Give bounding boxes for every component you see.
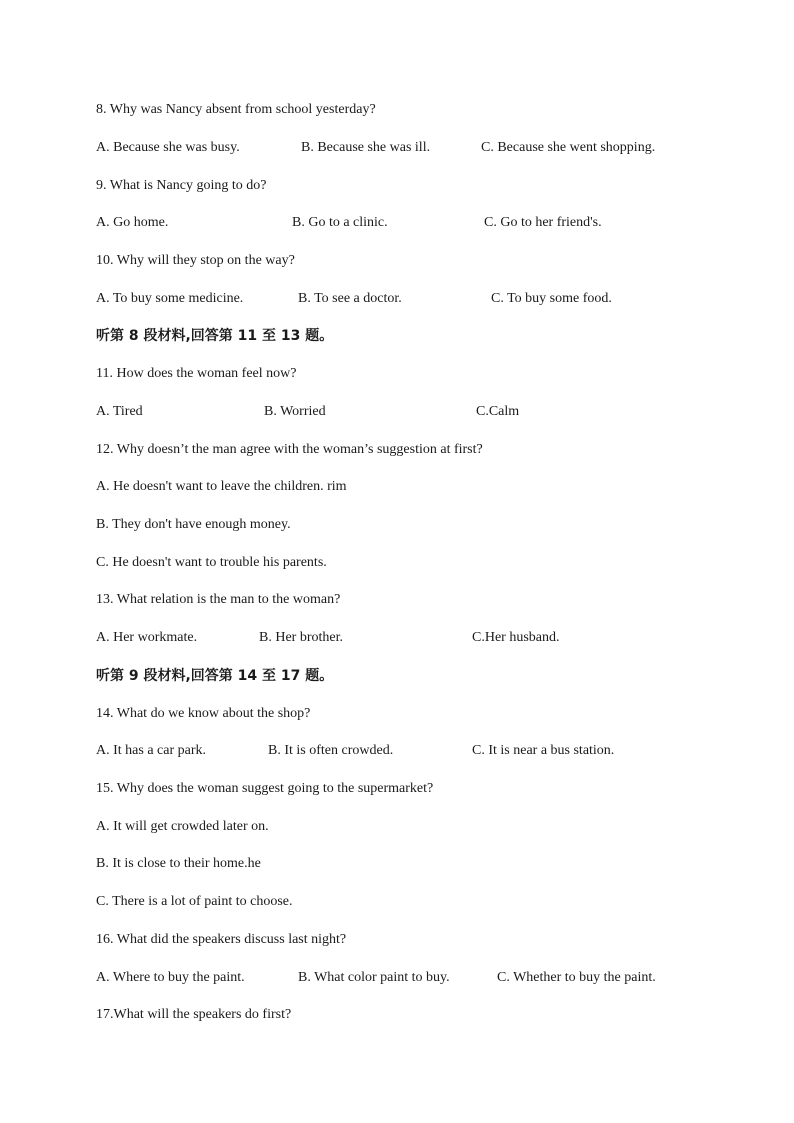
section-heading-9: 听第 9 段材料,回答第 14 至 17 题。 xyxy=(96,668,334,684)
option-a: A. Because she was busy. xyxy=(96,140,240,155)
option-a: A. Go home. xyxy=(96,215,169,230)
question-8: 8. Why was Nancy absent from school yesterday? xyxy=(96,102,376,117)
question-10: 10. Why will they stop on the way? xyxy=(96,253,295,268)
option-a: A. It has a car park. xyxy=(96,743,207,758)
section-heading-8: 听第 8 段材料,回答第 11 至 13 题。 xyxy=(96,328,334,344)
option-b: B. To see a doctor. xyxy=(298,291,402,306)
question-11: 11. How does the woman feel now? xyxy=(96,366,297,381)
option-a: A. Tired xyxy=(96,404,143,419)
question-15-option-b: B. It is close to their home.he xyxy=(96,856,261,871)
option-a: A. To buy some medicine. xyxy=(96,291,244,306)
option-c: C. Go to her friend's. xyxy=(484,215,602,230)
question-14: 14. What do we know about the shop? xyxy=(96,706,311,721)
question-9: 9. What is Nancy going to do? xyxy=(96,178,267,193)
question-16: 16. What did the speakers discuss last night? xyxy=(96,932,347,947)
question-12: 12. Why doesn’t the man agree with the woman’s suggestion at first? xyxy=(96,442,483,457)
option-b: B. What color paint to buy. xyxy=(298,970,450,985)
question-15-option-a: A. It will get crowded later on. xyxy=(96,819,269,834)
option-c: C. Because she went shopping. xyxy=(481,140,656,155)
option-a: A. Her workmate. xyxy=(96,630,198,645)
option-a: A. Where to buy the paint. xyxy=(96,970,245,985)
option-c: C. It is near a bus station. xyxy=(472,743,615,758)
option-c: C. Whether to buy the paint. xyxy=(497,970,656,985)
question-15: 15. Why does the woman suggest going to the supermarket? xyxy=(96,781,434,796)
question-12-option-c: C. He doesn't want to trouble his parents. xyxy=(96,555,327,570)
question-17: 17.What will the speakers do first? xyxy=(96,1007,292,1022)
question-13: 13. What relation is the man to the woman? xyxy=(96,592,341,607)
question-12-option-b: B. They don't have enough money. xyxy=(96,517,291,532)
option-c: C.Calm xyxy=(476,404,520,419)
option-b: B. Her brother. xyxy=(259,630,343,645)
option-b: B. Worried xyxy=(264,404,326,419)
question-15-option-c: C. There is a lot of paint to choose. xyxy=(96,894,293,909)
option-b: B. It is often crowded. xyxy=(268,743,394,758)
option-b: B. Go to a clinic. xyxy=(292,215,388,230)
option-c: C. To buy some food. xyxy=(491,291,612,306)
question-12-option-a: A. He doesn't want to leave the children. rim xyxy=(96,479,347,494)
option-b: B. Because she was ill. xyxy=(301,140,431,155)
option-c: C.Her husband. xyxy=(472,630,560,645)
